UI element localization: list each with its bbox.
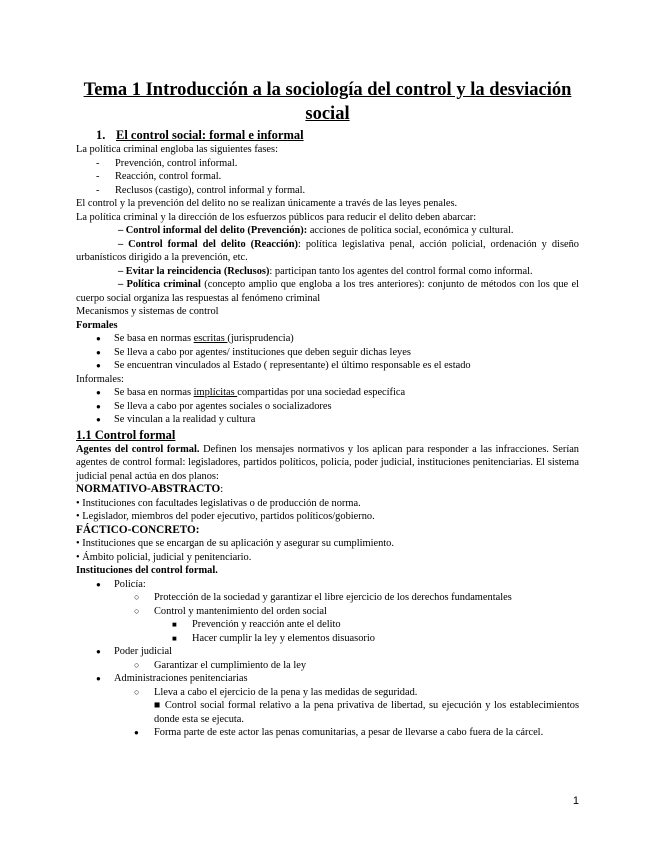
section-1-number: 1. [96, 128, 106, 142]
list-item: ● Se basa en normas escritas (jurisprudencia) [76, 332, 579, 346]
document-title: Tema 1 Introducción a la sociología del control y la desviación social [83, 80, 572, 124]
admin-square-paragraph: ■ Control social formal relativo a la pena privativa de libertad, su ejecución y los establecimientos donde esta se ejecuta. [154, 700, 579, 725]
instituciones-heading: Instituciones del control formal. [76, 565, 218, 576]
list-item-policia: ● Policía: [76, 578, 579, 592]
paragraph: La política criminal y la dirección de los esfuerzos públicos para reducir el delito deben abarcar: [76, 211, 477, 223]
list-item-poder-judicial: ● Poder judicial [76, 645, 579, 659]
page-number: 1 [572, 795, 579, 807]
agents-paragraph: Agentes del control formal. Definen los mensajes normativos y los aplican para responder a las infracciones. Serían agentes de control formal: legisladores, partidos políticos, policía, poder judicial, instituciones penitenciarias. El sistema judicial penal actúa en dos planos: [76, 443, 580, 482]
instituciones-list [76, 645, 579, 659]
list-item: ● Se lleva a cabo por agentes sociales o socializadores [76, 400, 579, 414]
list-item: ○ Lleva a cabo el ejercicio de la pena y las medidas de seguridad. [76, 686, 579, 700]
criminal-policy-item: – Evitar la reincidencia (Reclusos): participan tanto los agentes del control formal como informal. [118, 265, 533, 277]
normativo-item: • Legislador, miembros del poder ejecutivo, partidos políticos/gobierno. [76, 511, 375, 522]
list-item: ■ Prevención y reacción ante el delito [76, 618, 579, 632]
phases-list [76, 157, 579, 198]
formales-label: Formales [76, 319, 118, 331]
formales-list [76, 332, 579, 373]
list-item: ● Se lleva a cabo por agentes/ instituciones que deben seguir dichas leyes [76, 346, 579, 360]
list-item: - Reclusos (castigo), control informal y formal. [76, 184, 579, 198]
list-item: ○ Garantizar el cumplimiento de la ley [76, 659, 579, 673]
list-item: ○ Protección de la sociedad y garantizar el libre ejercicio de los derechos fundamentales [76, 591, 579, 605]
informales-label: Informales: [76, 373, 124, 385]
criminal-policy-item: – Política criminal (concepto amplio que engloba a los tres anteriores): conjunto de métodos con los que el cuerpo social organiza las respuestas al fenómeno criminal [76, 279, 579, 304]
informales-list [76, 386, 579, 427]
orden-sublist [76, 618, 579, 645]
list-item: ● Se encuentran vinculados al Estado ( representante) el último responsable es el estado [76, 359, 579, 373]
poder-judicial-sublist [76, 659, 579, 673]
mechanisms-label: Mecanismos y sistemas de control [76, 306, 219, 317]
list-item: ● Forma parte de este actor las penas comunitarias, a pesar de llevarse a cabo fuera de la cárcel. [76, 726, 579, 740]
page-content [76, 78, 579, 740]
list-item: - Reacción, control formal. [76, 170, 579, 184]
factico-item: • Instituciones que se encargan de su aplicación y asegurar su cumplimiento. [76, 538, 394, 549]
list-item: ● Se basa en normas implícitas compartidas por una sociedad específica [76, 386, 579, 400]
administraciones-sublist [76, 686, 579, 700]
instituciones-list [76, 672, 579, 686]
section-1-title: El control social: formal e informal [116, 128, 304, 142]
list-item: ■ Hacer cumplir la ley y elementos disuasorio [76, 632, 579, 646]
criminal-policy-item: – Control informal del delito (Prevención): acciones de política social, económica y cultural. [118, 225, 514, 236]
factico-item: • Ámbito policial, judicial y penitenciario. [76, 551, 252, 563]
list-item-administraciones: ● Administraciones penitenciarias [76, 672, 579, 686]
section-1-heading [76, 128, 579, 143]
instituciones-list [76, 578, 579, 592]
paragraph: El control y la prevención del delito no se realizan únicamente a través de las leyes penales. [76, 198, 458, 209]
intro-paragraph: La política criminal engloba las siguientes fases: [76, 144, 278, 155]
list-item: - Prevención, control informal. [76, 157, 579, 171]
normativo-item: • Instituciones con facultades legislativas o de producción de norma. [76, 497, 361, 509]
criminal-policy-item: – Control formal del delito (Reacción): política legislativa penal, acción policial, ordenación y diseño urbanísticos dirigido a la prevención, etc. [76, 238, 579, 263]
section-1-1-heading: 1.1 Control formal [76, 427, 176, 442]
administraciones-dot-list [76, 726, 579, 740]
policia-sublist [76, 591, 579, 618]
list-item: ● Se vinculan a la realidad y cultura [76, 413, 579, 427]
normativo-heading: NORMATIVO-ABSTRACTO: [76, 483, 224, 495]
factico-heading: FÁCTICO-CONCRETO: [76, 523, 200, 536]
list-item: ○ Control y mantenimiento del orden social [76, 605, 579, 619]
